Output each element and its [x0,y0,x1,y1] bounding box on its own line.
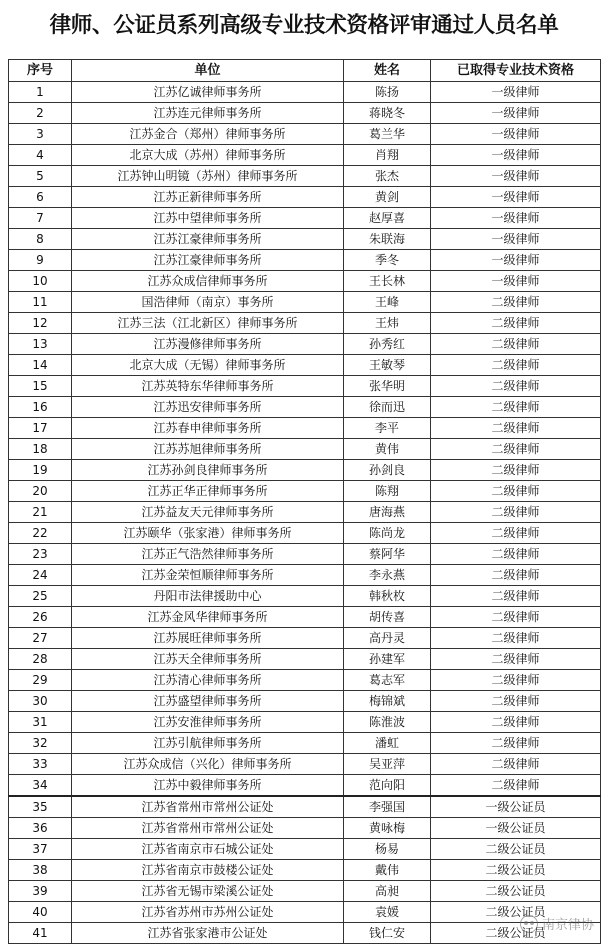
cell-organization: 江苏苏旭律师事务所 [72,439,344,460]
table-row [9,418,601,439]
cell-name: 陈翔 [344,481,431,502]
cell-organization: 江苏省常州市常州公证处 [72,818,344,839]
cell-name: 高丹灵 [344,628,431,649]
cell-organization: 江苏省南京市石城公证处 [72,839,344,860]
cell-organization: 江苏盛望律师事务所 [72,691,344,712]
cell-organization: 江苏省无锡市梁溪公证处 [72,881,344,902]
cell-organization: 江苏英特东华律师事务所 [72,376,344,397]
cell-index: 9 [9,250,72,271]
cell-organization: 丹阳市法律援助中心 [72,586,344,607]
cell-name: 蒋晓冬 [344,103,431,124]
cell-index: 6 [9,187,72,208]
table-row [9,229,601,250]
cell-qualification: 一级律师 [431,250,601,271]
cell-qualification: 二级律师 [431,565,601,586]
header-index: 序号 [9,60,72,82]
table-row [9,754,601,775]
cell-organization: 江苏清心律师事务所 [72,670,344,691]
table-row [9,481,601,502]
cell-index: 7 [9,208,72,229]
cell-qualification: 二级律师 [431,754,601,775]
cell-index: 29 [9,670,72,691]
cell-organization: 江苏正气浩然律师事务所 [72,544,344,565]
cell-name: 黄咏梅 [344,818,431,839]
cell-organization: 江苏省南京市鼓楼公证处 [72,860,344,881]
table-row [9,881,601,902]
cell-name: 黄剑 [344,187,431,208]
cell-organization: 江苏颐华（张家港）律师事务所 [72,523,344,544]
table-row [9,565,601,586]
cell-qualification: 二级公证员 [431,860,601,881]
cell-index: 28 [9,649,72,670]
table-row [9,923,601,944]
table-row [9,607,601,628]
header-qualification: 已取得专业技术资格 [431,60,601,82]
cell-index: 2 [9,103,72,124]
cell-qualification: 二级律师 [431,649,601,670]
cell-qualification: 一级律师 [431,82,601,103]
cell-organization: 江苏江豪律师事务所 [72,250,344,271]
cell-organization: 江苏金风华律师事务所 [72,607,344,628]
cell-organization: 江苏钟山明镜（苏州）律师事务所 [72,166,344,187]
cell-organization: 北京大成（无锡）律师事务所 [72,355,344,376]
cell-index: 5 [9,166,72,187]
cell-organization: 江苏省常州市常州公证处 [72,796,344,818]
table-row [9,145,601,166]
table-row [9,166,601,187]
cell-name: 孙建军 [344,649,431,670]
watermark [520,914,594,933]
cell-index: 17 [9,418,72,439]
table-row [9,712,601,733]
cell-name: 徐而迅 [344,397,431,418]
cell-index: 35 [9,796,72,818]
cell-qualification: 二级律师 [431,733,601,754]
cell-name: 王炜 [344,313,431,334]
cell-name: 唐海燕 [344,502,431,523]
cell-name: 孙秀红 [344,334,431,355]
table-row [9,902,601,923]
table-row [9,292,601,313]
cell-qualification: 二级律师 [431,292,601,313]
cell-qualification: 二级律师 [431,628,601,649]
table-row [9,271,601,292]
cell-index: 8 [9,229,72,250]
cell-index: 18 [9,439,72,460]
table-row [9,670,601,691]
cell-qualification: 二级律师 [431,481,601,502]
cell-qualification: 二级律师 [431,544,601,565]
cell-index: 1 [9,82,72,103]
cell-index: 19 [9,460,72,481]
table-row [9,313,601,334]
cell-index: 31 [9,712,72,733]
cell-qualification: 二级律师 [431,691,601,712]
cell-organization: 江苏众成信律师事务所 [72,271,344,292]
cell-index: 26 [9,607,72,628]
cell-qualification: 一级律师 [431,124,601,145]
cell-index: 21 [9,502,72,523]
cell-qualification: 二级律师 [431,502,601,523]
table-row [9,544,601,565]
cell-name: 张华明 [344,376,431,397]
cell-index: 25 [9,586,72,607]
cell-index: 41 [9,923,72,944]
table-row [9,439,601,460]
cell-organization: 江苏亿诚律师事务所 [72,82,344,103]
cell-name: 梅锦斌 [344,691,431,712]
cell-qualification: 一级律师 [431,208,601,229]
cell-index: 23 [9,544,72,565]
cell-name: 戴伟 [344,860,431,881]
cell-name: 肖翔 [344,145,431,166]
cell-name: 王敏琴 [344,355,431,376]
cell-index: 16 [9,397,72,418]
cell-name: 袁媛 [344,902,431,923]
table-row [9,334,601,355]
header-organization: 单位 [72,60,344,82]
cell-organization: 江苏众成信（兴化）律师事务所 [72,754,344,775]
cell-name: 黄伟 [344,439,431,460]
table-row [9,733,601,754]
cell-name: 李平 [344,418,431,439]
table-row [9,250,601,271]
cell-name: 葛志军 [344,670,431,691]
cell-qualification: 一级律师 [431,229,601,250]
cell-index: 27 [9,628,72,649]
cell-organization: 江苏中毅律师事务所 [72,775,344,797]
cell-index: 38 [9,860,72,881]
cell-index: 10 [9,271,72,292]
cell-organization: 江苏安淮律师事务所 [72,712,344,733]
cell-index: 3 [9,124,72,145]
page-title: 律师、公证员系列高级专业技术资格评审通过人员名单 [49,13,559,38]
cell-organization: 江苏春申律师事务所 [72,418,344,439]
table-row [9,82,601,103]
cell-name: 赵厚喜 [344,208,431,229]
cell-name: 胡传喜 [344,607,431,628]
cell-name: 李永燕 [344,565,431,586]
cell-qualification: 一级律师 [431,271,601,292]
cell-organization: 江苏正华正律师事务所 [72,481,344,502]
cell-index: 12 [9,313,72,334]
cell-organization: 江苏天全律师事务所 [72,649,344,670]
cell-organization: 江苏连元律师事务所 [72,103,344,124]
cell-organization: 江苏迅安律师事务所 [72,397,344,418]
cell-organization: 江苏漫修律师事务所 [72,334,344,355]
cell-name: 陈尚龙 [344,523,431,544]
cell-index: 14 [9,355,72,376]
table-row [9,355,601,376]
table-row [9,775,601,797]
cell-name: 陈扬 [344,82,431,103]
table-row [9,586,601,607]
cell-name: 葛兰华 [344,124,431,145]
cell-qualification: 二级律师 [431,670,601,691]
cell-qualification: 二级律师 [431,460,601,481]
cell-qualification: 一级公证员 [431,796,601,818]
cell-organization: 江苏三法（江北新区）律师事务所 [72,313,344,334]
cell-organization: 江苏益友天元律师事务所 [72,502,344,523]
table-row [9,691,601,712]
cell-name: 王峰 [344,292,431,313]
cell-organization: 江苏省苏州市苏州公证处 [72,902,344,923]
cell-index: 20 [9,481,72,502]
table-row [9,208,601,229]
cell-organization: 江苏引航律师事务所 [72,733,344,754]
cell-index: 15 [9,376,72,397]
cell-qualification: 二级律师 [431,418,601,439]
cell-organization: 江苏孙剑良律师事务所 [72,460,344,481]
cell-name: 蔡阿华 [344,544,431,565]
table-header-row [9,60,601,82]
cell-qualification: 二级律师 [431,397,601,418]
table-row [9,796,601,818]
cell-qualification: 一级律师 [431,187,601,208]
cell-name: 李强国 [344,796,431,818]
cell-organization: 国浩律师（南京）事务所 [72,292,344,313]
table-row [9,818,601,839]
table-row [9,187,601,208]
cell-index: 4 [9,145,72,166]
cell-qualification: 二级律师 [431,334,601,355]
table-row [9,649,601,670]
cell-name: 钱仁安 [344,923,431,944]
cell-name: 韩秋枚 [344,586,431,607]
cell-qualification: 二级律师 [431,376,601,397]
cell-name: 陈淮波 [344,712,431,733]
cell-organization: 江苏金荣恒顺律师事务所 [72,565,344,586]
cell-name: 王长林 [344,271,431,292]
cell-name: 潘虹 [344,733,431,754]
cell-qualification: 二级律师 [431,607,601,628]
cell-name: 朱联海 [344,229,431,250]
cell-qualification: 二级律师 [431,313,601,334]
cell-qualification: 二级律师 [431,775,601,797]
cell-index: 32 [9,733,72,754]
cell-index: 30 [9,691,72,712]
cell-organization: 江苏金合（郑州）律师事务所 [72,124,344,145]
cell-organization: 江苏中望律师事务所 [72,208,344,229]
cell-name: 高昶 [344,881,431,902]
cell-qualification: 一级律师 [431,103,601,124]
cell-qualification: 一级律师 [431,145,601,166]
table-row [9,502,601,523]
cell-qualification: 二级律师 [431,439,601,460]
cell-qualification: 二级公证员 [431,839,601,860]
cell-name: 杨易 [344,839,431,860]
cell-qualification: 二级律师 [431,586,601,607]
cell-organization: 江苏江豪律师事务所 [72,229,344,250]
header-name: 姓名 [344,60,431,82]
table-row [9,628,601,649]
cell-qualification: 二级律师 [431,523,601,544]
cell-qualification: 二级律师 [431,712,601,733]
results-table-container [8,59,600,944]
table-row [9,839,601,860]
cell-qualification: 二级公证员 [431,923,601,944]
cell-index: 22 [9,523,72,544]
cell-index: 36 [9,818,72,839]
cell-index: 11 [9,292,72,313]
table-row [9,460,601,481]
watermark-text: 南京律协 [541,918,594,933]
results-table [8,59,601,944]
cell-name: 张杰 [344,166,431,187]
cell-index: 13 [9,334,72,355]
cell-index: 33 [9,754,72,775]
table-row [9,376,601,397]
table-row [9,103,601,124]
cell-name: 孙剑良 [344,460,431,481]
cell-index: 39 [9,881,72,902]
cell-index: 37 [9,839,72,860]
cell-qualification: 二级律师 [431,355,601,376]
cell-qualification: 一级公证员 [431,818,601,839]
cell-index: 34 [9,775,72,797]
table-row [9,860,601,881]
cell-qualification: 一级律师 [431,166,601,187]
cell-name: 吴亚萍 [344,754,431,775]
cell-organization: 北京大成（苏州）律师事务所 [72,145,344,166]
table-row [9,397,601,418]
cell-index: 40 [9,902,72,923]
cell-organization: 江苏省张家港市公证处 [72,923,344,944]
table-row [9,124,601,145]
cell-qualification: 二级公证员 [431,902,601,923]
cell-name: 范向阳 [344,775,431,797]
cell-qualification: 二级公证员 [431,881,601,902]
table-body [9,82,601,944]
cell-organization: 江苏正新律师事务所 [72,187,344,208]
cell-index: 24 [9,565,72,586]
table-row [9,523,601,544]
cell-name: 季冬 [344,250,431,271]
wechat-logo-icon [520,915,538,933]
cell-organization: 江苏展旺律师事务所 [72,628,344,649]
